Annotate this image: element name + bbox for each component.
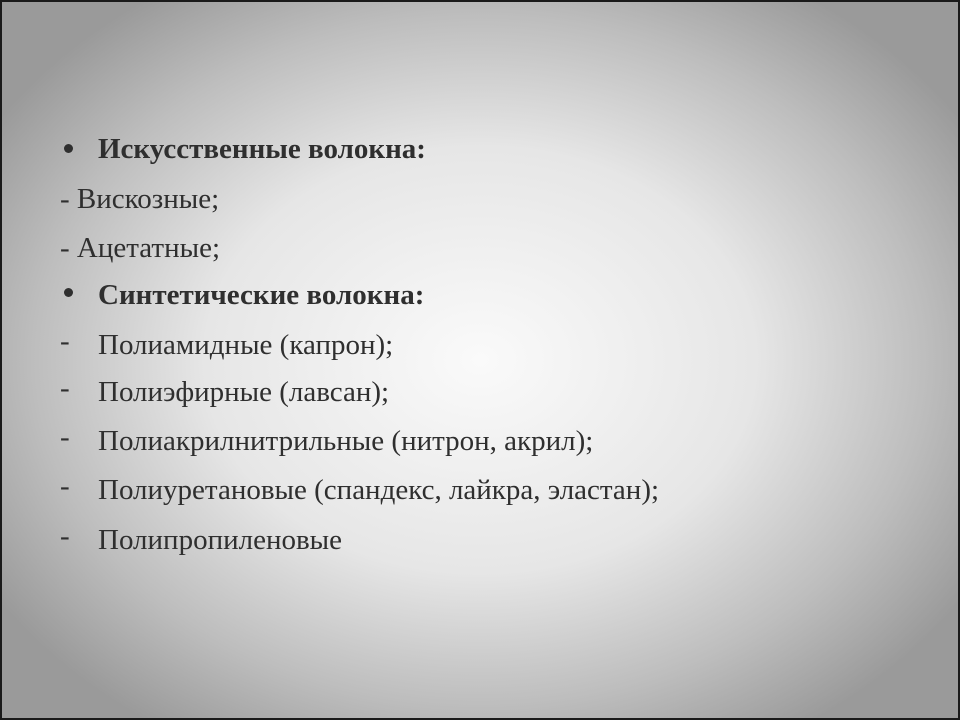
list-item: Полиуретановые (спандекс, лайкра, эластан); [98,474,660,506]
list-item: - Ацетатные; [60,232,220,264]
list-item: Полипропиленовые [98,524,343,556]
list-item: Полиэфирные (лавсан); [98,376,390,408]
list-item-heading-artificial: Искусственные волокна: [98,133,426,165]
list-item: Полиамидные (капрон); [98,329,394,361]
list-item-heading-synthetic: Синтетические волокна: [98,279,425,311]
list-item: - Вискозные; [60,183,220,215]
dash-marker: - [60,325,70,357]
dash-marker: - [60,470,70,502]
dash-marker: - [60,520,70,552]
bullet-icon [64,288,73,297]
dash-marker: - [60,372,70,404]
dash-marker: - [60,421,70,453]
slide-content [2,2,960,720]
bullet-icon [64,144,73,153]
list-item: Полиакрилнитрильные (нитрон, акрил); [98,425,594,457]
